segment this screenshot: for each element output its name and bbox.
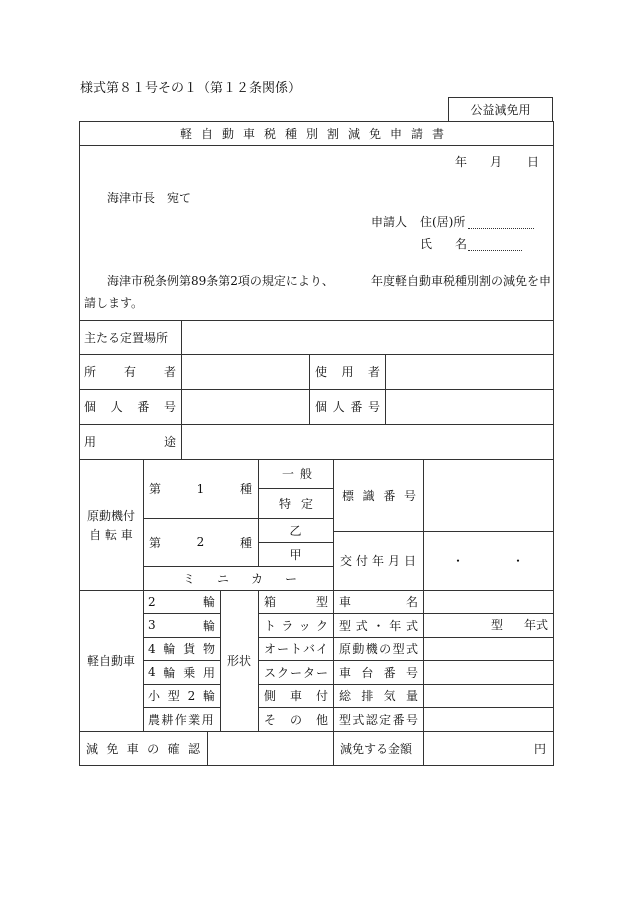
- address-label: 住(居)所: [420, 215, 466, 229]
- applicant-label: 申請人: [371, 215, 408, 229]
- item-car-name: 車 名: [339, 595, 418, 609]
- ko-label: 甲: [289, 547, 302, 562]
- statement-3: 請します。: [84, 296, 144, 310]
- shape-motorcycle: オ ー ト バ イ: [264, 642, 328, 656]
- item-model-year: 型 式 ・ 年 式: [339, 618, 418, 633]
- shape-sidecar: 側 車 付: [264, 689, 328, 703]
- location-label: 主たる定置場所: [84, 330, 169, 345]
- purpose-label: 用 途: [84, 435, 176, 449]
- wheel-2: 2 輪: [148, 594, 215, 609]
- addressee: 海津市長 宛て: [107, 191, 192, 205]
- shape-scooter: ス ク ー タ ー: [264, 665, 328, 680]
- user-label: 使 用 者: [315, 365, 380, 379]
- date-day: 日: [527, 155, 540, 169]
- usage-badge: [448, 97, 553, 121]
- confirm-field[interactable]: [208, 732, 332, 765]
- general-label: 一 般: [282, 467, 312, 481]
- personal-number-field[interactable]: [182, 390, 308, 423]
- personal-number-field-2[interactable]: [386, 390, 552, 423]
- amount-field[interactable]: [424, 731, 552, 766]
- displacement-field[interactable]: [424, 685, 552, 706]
- wheel-3: 3 輪: [148, 618, 215, 633]
- personal-number-label-2: 個 人 番 号: [315, 400, 380, 414]
- item-certification-number: 型 式 認 定 番 号: [339, 712, 418, 727]
- name-label-1: 氏: [420, 237, 433, 251]
- name-field[interactable]: [468, 237, 522, 251]
- item-engine-model: 原 動 機 の 型 式: [339, 642, 418, 656]
- confirm-label: 減 免 車 の 確 認: [86, 742, 200, 756]
- moped-label: 原動機付 自 転 車: [86, 508, 135, 542]
- issue-date-field[interactable]: ・ ・: [451, 554, 524, 568]
- date-year: 年: [455, 155, 468, 169]
- year-suffix: 年式: [524, 618, 549, 632]
- form-number: 様式第８１号その１（第１２条関係）: [80, 81, 302, 96]
- statement-2: 年度軽自動車税種別割の減免を申: [371, 274, 552, 288]
- mini-label: ミ ニ カ ー: [183, 571, 297, 586]
- yen-unit: 円: [533, 742, 546, 756]
- specific-label: 特 定: [279, 496, 313, 511]
- otsu-label: 乙: [289, 523, 302, 538]
- user-field[interactable]: [386, 355, 552, 388]
- shape-other: そ の 他: [264, 712, 328, 727]
- purpose-field[interactable]: [182, 425, 552, 458]
- wheel-4-passenger: 4 輪 乗 用: [148, 665, 215, 680]
- certification-number-field[interactable]: [424, 708, 552, 730]
- issue-date-label: 交 付 年 月 日: [340, 554, 416, 568]
- light-vehicle-label: 軽自動車: [86, 654, 135, 668]
- shape-truck: ト ラ ッ ク: [264, 618, 328, 633]
- date-month: 月: [490, 155, 503, 169]
- item-chassis-number: 車 台 番 号: [339, 665, 418, 680]
- engine-model-field[interactable]: [424, 638, 552, 659]
- plate-number-field[interactable]: [424, 460, 552, 530]
- statement-1: 海津市税条例第89条第2項の規定により、: [107, 274, 334, 288]
- owner-label: 所 有 者: [84, 365, 176, 379]
- amount-label: 減免する金額: [340, 742, 413, 756]
- usage-badge-text: 公益減免用: [470, 103, 531, 117]
- wheel-farm: 農 耕 作 業 用: [148, 712, 214, 727]
- class2-label: 第 2 種: [149, 535, 252, 550]
- owner-field[interactable]: [182, 355, 308, 388]
- item-displacement: 総 排 気 量: [339, 689, 418, 703]
- class1-label: 第 1 種: [149, 481, 252, 496]
- shape-box: 箱 型: [264, 595, 328, 609]
- page-title: 軽自動車税種別割減免申請書: [179, 126, 453, 141]
- personal-number-label: 個 人 番 号: [84, 400, 176, 414]
- shape-label: 形状: [226, 654, 251, 668]
- car-name-field[interactable]: [424, 591, 552, 612]
- model-suffix: 型: [491, 618, 504, 632]
- wheel-small-2: 小 型 2 輪: [148, 688, 215, 703]
- model-year-field[interactable]: [424, 614, 552, 636]
- address-field[interactable]: [468, 215, 534, 229]
- location-field[interactable]: [182, 321, 552, 353]
- name-label-2: 名: [455, 237, 468, 251]
- chassis-number-field[interactable]: [424, 661, 552, 683]
- wheel-4-cargo: 4 輪 貨 物: [148, 641, 215, 656]
- plate-number-label: 標 識 番 号: [342, 488, 416, 503]
